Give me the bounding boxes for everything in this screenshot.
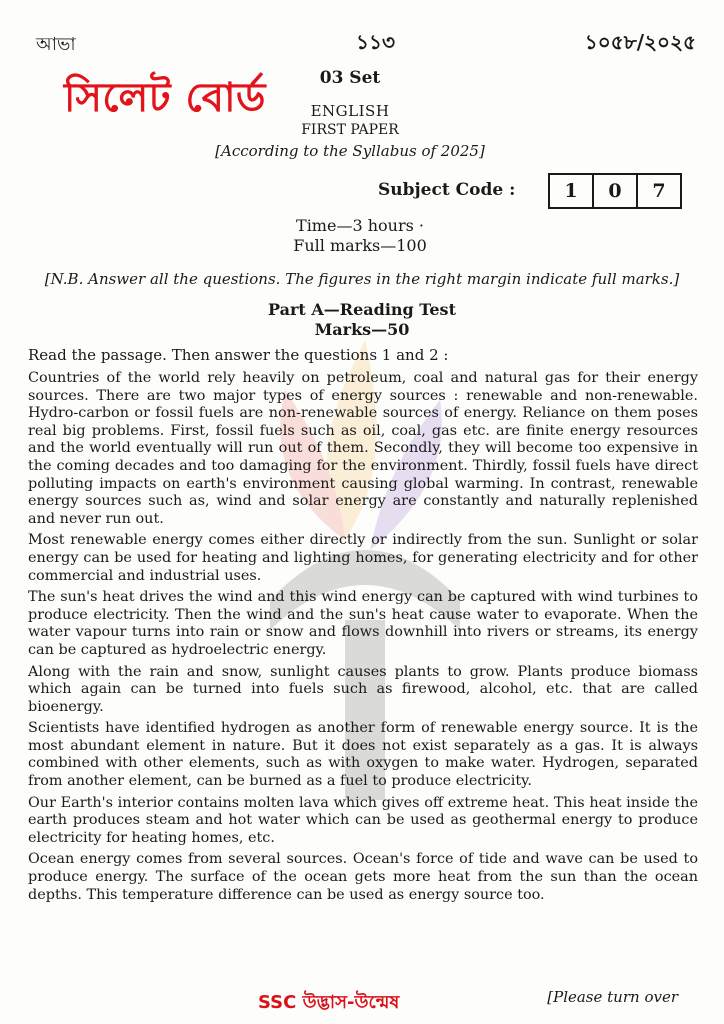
passage-paragraph: Most renewable energy comes either directly or indirectly from the sun. Sunlight or solar energy can be used for heating and lighting homes, for generating electricity and for other commercial and industrial uses. [28, 532, 698, 584]
paper-title: FIRST PAPER [301, 122, 399, 138]
page-number: ১১৩ [356, 30, 395, 54]
subject-code-boxes [548, 173, 682, 209]
section-marks: Marks—50 [314, 320, 410, 339]
full-marks: Full marks—100 [293, 236, 427, 255]
reading-passage [28, 370, 698, 908]
set-label: 03 Set [319, 68, 381, 88]
board-stamp: সিলেট বোর্ড [64, 75, 266, 121]
passage-paragraph: Ocean energy comes from several sources. Ocean's force of tide and wave can be used to produce energy. The surface of the ocean gets more heat from the sun than the ocean depths. This temperature difference can be used as energy source too. [28, 851, 698, 903]
subject-code-digit: 1 [550, 175, 594, 207]
passage-paragraph: The sun's heat drives the wind and this wind energy can be captured with wind turbines to produce electricity. Then the wind and the sun's heat cause water to evaporate. When the water vapour turns into rain or snow and flows downhill into rivers or streams, its energy can be captured as hydroelectric energy. [28, 589, 698, 658]
exam-time: Time—3 hours · [296, 216, 424, 235]
page-header-row [28, 26, 696, 56]
exam-code: ১০৫৮/২০২৫ [584, 30, 696, 54]
subject-code-label: Subject Code : [378, 180, 516, 200]
passage-paragraph: Countries of the world rely heavily on petroleum, coal and natural gas for their energy sources. There are two major types of energy sources : renewable and non-renewable. Hydro-carbon or fossil fuels are non-renewable sources of energy. Reliance on them poses real big problems. First, fossil fuels such as oil, coal, gas etc. are finite energy resources and the world eventually will run out of them. Secondly, they will become too expensive in the coming decades and too damaging for the environment. Thirdly, fossil fuels have direct polluting impacts on earth's environment causing global warming. In contrast, renewable energy sources such as, wind and solar energy are constantly and naturally replenished and never run out. [28, 370, 698, 527]
instructions-note: [N.B. Answer all the questions. The figures in the right margin indicate full marks.] [44, 270, 680, 288]
subject-title: ENGLISH [310, 102, 390, 120]
syllabus-note: [According to the Syllabus of 2025] [215, 142, 485, 160]
reading-instruction: Read the passage. Then answer the questions 1 and 2 : [28, 346, 449, 364]
section-title: Part A—Reading Test [268, 300, 456, 319]
publisher-brand: SSC উদ্ভাস-উন্মেষ [258, 992, 400, 1013]
passage-paragraph: Along with the rain and snow, sunlight causes plants to grow. Plants produce biomass which again can be turned into fuels such as firewood, alcohol, etc. that are called bioenergy. [28, 663, 698, 715]
turn-over-note: [Please turn over [547, 988, 678, 1006]
subject-code-digit: 7 [652, 180, 666, 202]
school-mark: আভা [36, 34, 76, 55]
passage-paragraph: Scientists have identified hydrogen as another form of renewable energy source. It is the most abundant element in nature. But it does not exist separately as a gas. It is always combined with other elements, such as with oxygen to make water. Hydrogen, separated from another element, can be burned as a fuel to produce electricity. [28, 720, 698, 790]
passage-paragraph: Our Earth's interior contains molten lava which gives off extreme heat. This heat inside the earth produces steam and hot water which can be used as geothermal energy to produce electricity for heating homes, etc. [28, 794, 698, 846]
subject-code-digit: 0 [594, 175, 638, 207]
